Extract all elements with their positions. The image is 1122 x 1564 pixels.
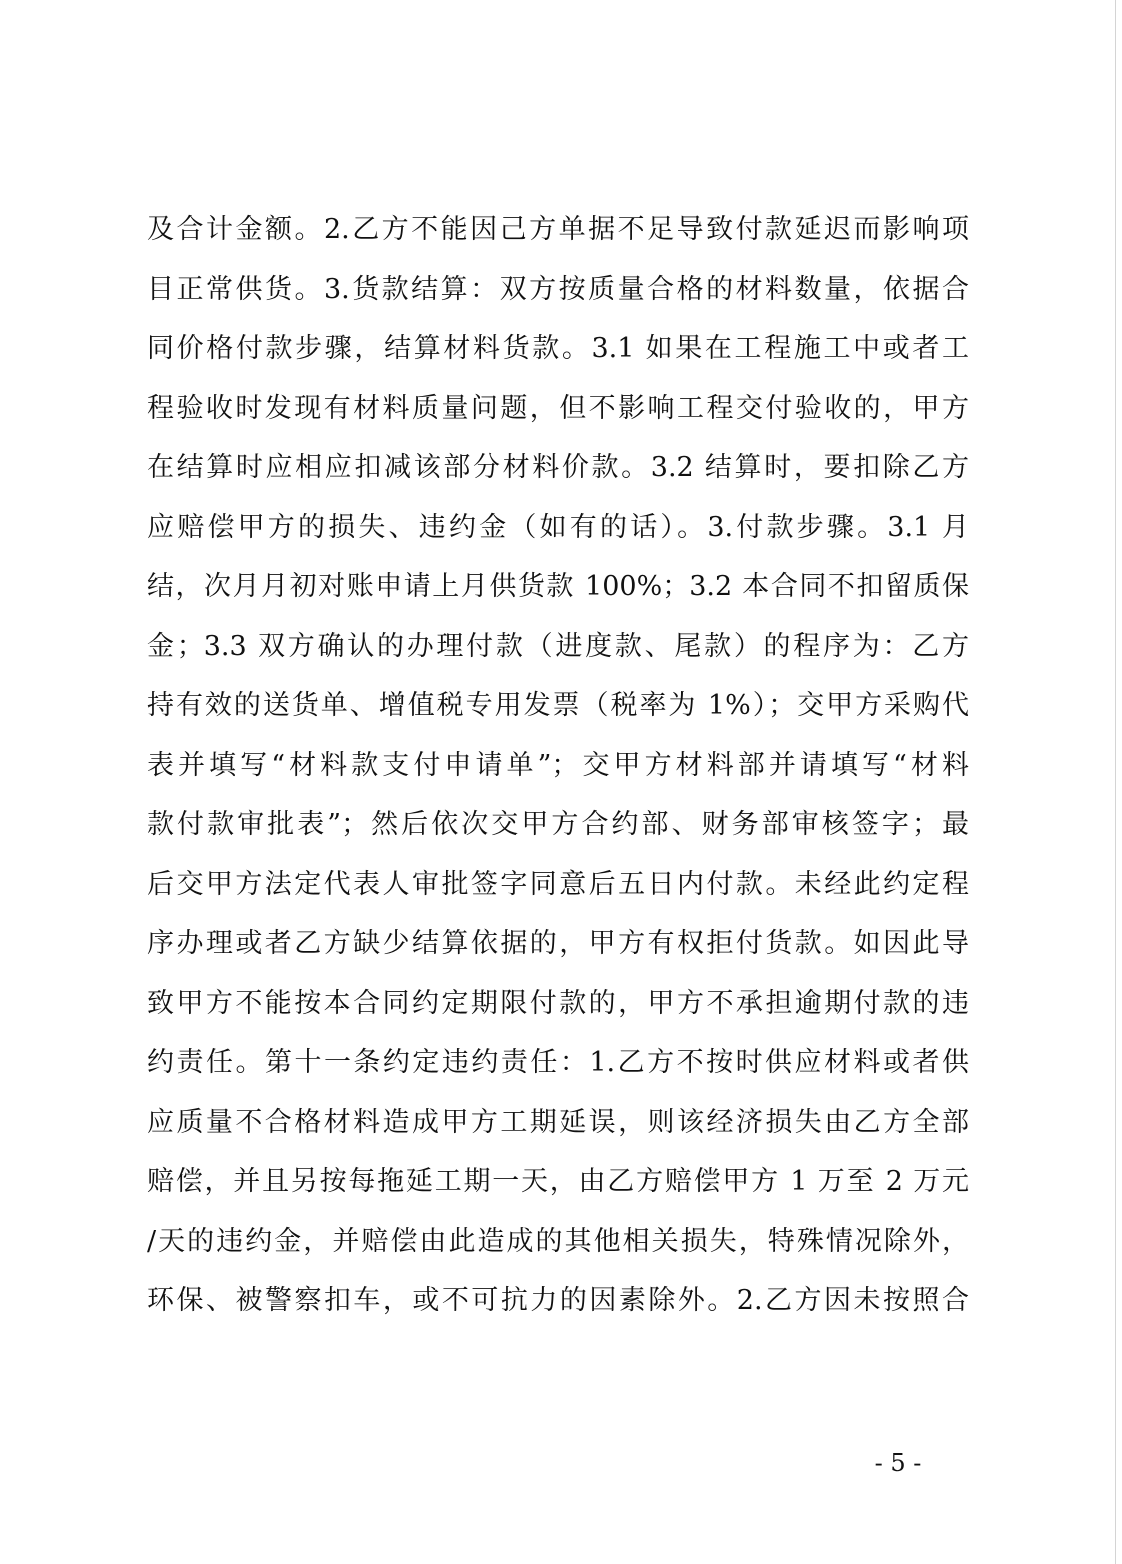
text-line: /天的违约金，并赔偿由此造成的其他相关损失，特殊情况除外， (147, 1225, 969, 1257)
text-line: 致甲方不能按本合同约定期限付款的，甲方不承担逾期付款的违 (147, 987, 969, 1019)
contract-body-text (147, 200, 969, 1331)
text-line: 在结算时应相应扣减该部分材料价款。3.2 结算时，要扣除乙方 (147, 452, 969, 483)
text-line: 赔偿，并且另按每拖延工期一天，由乙方赔偿甲方 1 万至 2 万元 (147, 1166, 969, 1197)
text-line: 同价格付款步骤，结算材料货款。3.1 如果在工程施工中或者工 (147, 333, 969, 364)
page-number: - 5 - (874, 1449, 922, 1477)
page-edge-border (1115, 0, 1116, 1564)
text-line: 及合计金额。2.乙方不能因己方单据不足导致付款延迟而影响项 (147, 214, 969, 245)
text-line: 序办理或者乙方缺少结算依据的，甲方有权拒付货款。如因此导 (147, 928, 969, 959)
text-line: 目正常供货。3.货款结算：双方按质量合格的材料数量，依据合 (147, 273, 969, 305)
text-line: 后交甲方法定代表人审批签字同意后五日内付款。未经此约定程 (147, 868, 969, 900)
text-line: 环保、被警察扣车，或不可抗力的因素除外。2.乙方因未按照合 (147, 1285, 969, 1316)
text-line: 表并填写“材料款支付申请单”；交甲方材料部并请填写“材料 (147, 749, 969, 781)
text-line: 结，次月月初对账申请上月供货款 100%；3.2 本合同不扣留质保 (147, 571, 969, 602)
text-line: 程验收时发现有材料质量问题，但不影响工程交付验收的，甲方 (147, 392, 969, 424)
text-line: 应赔偿甲方的损失、违约金（如有的话）。3.付款步骤。3.1 月 (147, 511, 969, 543)
text-line: 金；3.3 双方确认的办理付款（进度款、尾款）的程序为：乙方 (147, 630, 969, 662)
text-line: 应质量不合格材料造成甲方工期延误，则该经济损失由乙方全部 (147, 1106, 969, 1138)
text-line: 款付款审批表”；然后依次交甲方合约部、财务部审核签字；最 (147, 809, 969, 840)
text-line: 约责任。第十一条约定违约责任：1.乙方不按时供应材料或者供 (147, 1047, 969, 1078)
text-line: 持有效的送货单、增值税专用发票（税率为 1%）；交甲方采购代 (147, 690, 969, 721)
